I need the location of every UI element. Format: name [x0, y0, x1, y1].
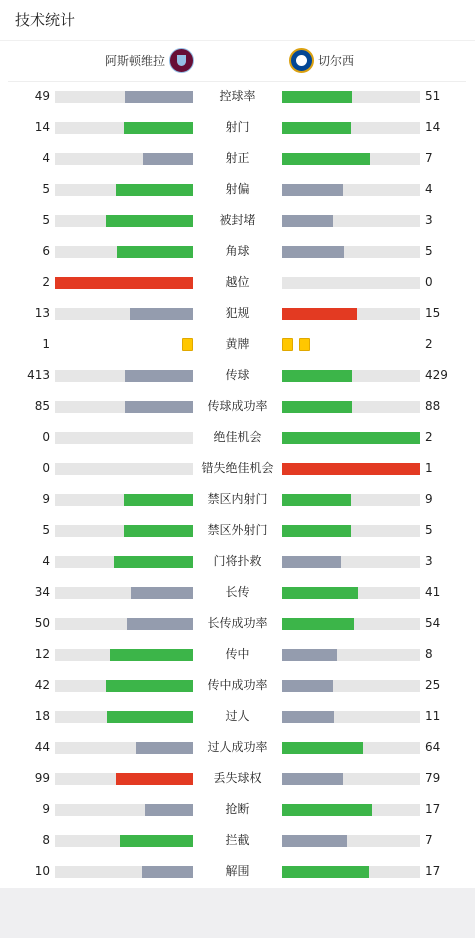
away-stat-bar-fill [282, 835, 347, 847]
away-stat-value: 7 [425, 151, 433, 165]
home-stat-bar-fill [55, 277, 193, 289]
yellow-card-icon [299, 338, 310, 351]
away-stat-value: 14 [425, 120, 441, 134]
away-stat-bar-fill [282, 184, 343, 196]
away-stat-value: 2 [425, 430, 433, 444]
home-stat-bar-fill [136, 742, 193, 754]
home-stat-bar-fill [145, 804, 193, 816]
home-stat-bar-fill [130, 308, 193, 320]
away-stat-value: 25 [425, 678, 441, 692]
home-stat-bar [55, 215, 193, 227]
away-stat-bar [282, 401, 420, 413]
home-stat-value: 49 [34, 89, 50, 103]
away-stat-value: 3 [425, 554, 433, 568]
stat-label: 解围 [225, 864, 250, 878]
stat-row [0, 143, 475, 174]
away-stat-value: 54 [425, 616, 441, 630]
away-stat-bar-fill [282, 804, 372, 816]
home-stat-bar [55, 835, 193, 847]
home-stat-bar-fill [106, 215, 193, 227]
home-stat-bar-fill [142, 866, 193, 878]
home-stat-bar-fill [110, 649, 193, 661]
stat-row [0, 484, 475, 515]
away-stat-value: 5 [425, 523, 433, 537]
away-stat-bar-fill [282, 91, 352, 103]
home-yellow-cards [182, 338, 193, 352]
home-stat-bar [55, 587, 193, 599]
stat-label: 传中 [225, 647, 250, 661]
stat-row [0, 825, 475, 856]
home-stat-bar-fill [114, 556, 193, 568]
home-stat-bar [55, 711, 193, 723]
away-stat-value: 5 [425, 244, 433, 258]
away-stat-bar [282, 494, 420, 506]
away-stat-bar-fill [282, 463, 420, 475]
away-stat-bar [282, 525, 420, 537]
away-stat-value: 429 [425, 368, 448, 382]
away-stat-bar [282, 91, 420, 103]
home-stat-bar [55, 525, 193, 537]
away-stat-bar-fill [282, 401, 352, 413]
away-stat-bar-fill [282, 215, 333, 227]
stat-label: 越位 [225, 275, 250, 289]
away-stat-bar [282, 556, 420, 568]
home-stat-value: 5 [42, 213, 50, 227]
stat-row [0, 236, 475, 267]
away-stat-bar [282, 246, 420, 258]
chelsea-crest-icon [289, 48, 314, 73]
home-stat-bar [55, 308, 193, 320]
home-stat-value: 5 [42, 182, 50, 196]
stat-row [0, 856, 475, 887]
stat-row [0, 174, 475, 205]
away-yellow-cards [282, 338, 316, 352]
away-team-name: 切尔西 [318, 54, 355, 68]
stat-label: 拦截 [225, 833, 250, 847]
away-stat-bar [282, 680, 420, 692]
home-stat-value: 6 [42, 244, 50, 258]
stat-row [0, 298, 475, 329]
home-stat-value: 44 [34, 740, 50, 754]
stat-row [0, 453, 475, 484]
away-stat-bar [282, 153, 420, 165]
home-stat-bar-fill [124, 525, 193, 537]
stat-row [0, 670, 475, 701]
away-stat-bar [282, 308, 420, 320]
stat-row [0, 329, 475, 360]
stat-row [0, 112, 475, 143]
home-stat-value: 99 [34, 771, 50, 785]
away-stat-bar-fill [282, 122, 351, 134]
away-stat-bar-fill [282, 618, 354, 630]
away-stat-bar-fill [282, 711, 334, 723]
home-stat-bar [55, 91, 193, 103]
home-stat-bar-fill [116, 184, 193, 196]
away-stat-value: 11 [425, 709, 441, 723]
stat-label: 禁区内射门 [207, 492, 268, 506]
home-stat-bar [55, 246, 193, 258]
away-stat-bar [282, 215, 420, 227]
stat-row [0, 701, 475, 732]
home-stat-value: 85 [34, 399, 50, 413]
away-stat-bar-fill [282, 494, 351, 506]
stat-label: 绝佳机会 [213, 430, 262, 444]
away-stat-bar [282, 866, 420, 878]
away-stat-bar [282, 649, 420, 661]
away-stat-bar [282, 432, 420, 444]
home-stat-value: 1 [42, 337, 50, 351]
stat-row [0, 763, 475, 794]
away-stat-value: 9 [425, 492, 433, 506]
home-stat-bar [55, 153, 193, 165]
stat-label: 传球成功率 [207, 399, 268, 413]
stat-row [0, 608, 475, 639]
stat-label: 犯规 [225, 306, 250, 320]
home-stat-bar-fill [124, 122, 193, 134]
away-stat-value: 7 [425, 833, 433, 847]
away-stat-bar-fill [282, 649, 337, 661]
away-stat-bar [282, 742, 420, 754]
away-stat-value: 79 [425, 771, 441, 785]
home-stat-bar [55, 494, 193, 506]
home-stat-bar [55, 773, 193, 785]
stat-row [0, 360, 475, 391]
away-stat-value: 15 [425, 306, 441, 320]
away-stat-value: 2 [425, 337, 433, 351]
away-stat-bar-fill [282, 587, 358, 599]
stat-label: 禁区外射门 [207, 523, 268, 537]
away-stat-value: 3 [425, 213, 433, 227]
stat-row [0, 267, 475, 298]
stat-label: 抢断 [225, 802, 250, 816]
away-stat-value: 0 [425, 275, 433, 289]
stat-label: 黄牌 [225, 337, 250, 351]
home-stat-bar [55, 866, 193, 878]
home-stat-bar [55, 370, 193, 382]
stat-row [0, 81, 475, 112]
home-stat-value: 13 [34, 306, 50, 320]
home-stat-value: 10 [34, 864, 50, 878]
away-stat-value: 4 [425, 182, 433, 196]
stat-label: 长传 [225, 585, 250, 599]
home-stat-bar-fill [127, 618, 193, 630]
stat-row [0, 732, 475, 763]
home-stat-bar-fill [116, 773, 193, 785]
away-stat-bar [282, 835, 420, 847]
home-stat-bar-fill [125, 91, 193, 103]
away-stat-bar [282, 463, 420, 475]
home-stat-bar-fill [131, 587, 193, 599]
home-stat-value: 9 [42, 802, 50, 816]
home-stat-bar [55, 463, 193, 475]
home-stat-bar-fill [125, 401, 193, 413]
away-stat-bar-fill [282, 370, 352, 382]
away-stat-bar [282, 184, 420, 196]
stat-row [0, 546, 475, 577]
stat-row [0, 639, 475, 670]
stat-label: 门将扑救 [213, 554, 262, 568]
home-stat-value: 5 [42, 523, 50, 537]
page-title: 技术统计 [15, 11, 76, 29]
teams-header [0, 41, 475, 81]
away-stat-bar-fill [282, 866, 369, 878]
stat-label: 长传成功率 [207, 616, 268, 630]
aston-villa-crest-icon [169, 48, 194, 73]
away-stat-bar-fill [282, 680, 333, 692]
home-stat-value: 9 [42, 492, 50, 506]
stat-label: 错失绝佳机会 [201, 461, 274, 475]
away-stat-bar [282, 277, 420, 289]
home-stat-value: 12 [34, 647, 50, 661]
away-stat-bar-fill [282, 773, 343, 785]
home-stat-value: 14 [34, 120, 50, 134]
stat-row [0, 577, 475, 608]
away-stat-value: 64 [425, 740, 441, 754]
home-stat-bar [55, 184, 193, 196]
stat-label: 控球率 [219, 89, 256, 103]
home-stat-value: 50 [34, 616, 50, 630]
home-stat-value: 413 [27, 368, 50, 382]
away-stat-bar [282, 587, 420, 599]
away-stat-value: 1 [425, 461, 433, 475]
home-stat-value: 2 [42, 275, 50, 289]
away-stat-bar-fill [282, 153, 370, 165]
home-stat-bar-fill [106, 680, 193, 692]
stat-row [0, 391, 475, 422]
home-stat-value: 18 [34, 709, 50, 723]
away-stat-bar-fill [282, 432, 420, 444]
home-stat-bar [55, 680, 193, 692]
away-stat-bar-fill [282, 246, 344, 258]
away-stat-bar-fill [282, 742, 363, 754]
away-stat-value: 88 [425, 399, 441, 413]
home-stat-bar-fill [124, 494, 193, 506]
stat-label: 丢失球权 [213, 771, 262, 785]
home-stat-bar-fill [107, 711, 193, 723]
away-stat-bar-fill [282, 525, 351, 537]
home-stat-value: 8 [42, 833, 50, 847]
home-stat-bar-fill [117, 246, 193, 258]
home-stat-bar [55, 432, 193, 444]
home-stat-bar-fill [125, 370, 193, 382]
stat-label: 射偏 [225, 182, 250, 196]
stat-label: 传球 [225, 368, 250, 382]
home-stat-value: 0 [42, 461, 50, 475]
stat-label: 射正 [225, 151, 250, 165]
stat-label: 被封堵 [219, 213, 256, 227]
away-stat-value: 8 [425, 647, 433, 661]
stat-label: 过人成功率 [207, 740, 268, 754]
home-stat-value: 4 [42, 151, 50, 165]
stat-row [0, 515, 475, 546]
away-stat-bar [282, 370, 420, 382]
yellow-card-icon [182, 338, 193, 351]
home-stat-value: 4 [42, 554, 50, 568]
home-stat-value: 42 [34, 678, 50, 692]
home-stat-bar [55, 618, 193, 630]
home-stat-bar-fill [120, 835, 193, 847]
away-stat-bar [282, 711, 420, 723]
stat-row [0, 205, 475, 236]
home-stat-bar [55, 556, 193, 568]
away-stat-bar-fill [282, 556, 341, 568]
away-stat-value: 41 [425, 585, 441, 599]
away-stat-value: 17 [425, 864, 441, 878]
away-stat-bar-fill [282, 308, 357, 320]
away-stat-value: 51 [425, 89, 441, 103]
home-stat-bar [55, 804, 193, 816]
home-stat-bar [55, 742, 193, 754]
home-stat-value: 0 [42, 430, 50, 444]
home-stat-bar-fill [143, 153, 193, 165]
stat-label: 过人 [225, 709, 250, 723]
away-stat-bar [282, 804, 420, 816]
stat-row [0, 422, 475, 453]
home-stat-value: 34 [34, 585, 50, 599]
away-stat-bar [282, 773, 420, 785]
away-stat-value: 17 [425, 802, 441, 816]
stat-row [0, 794, 475, 825]
stat-label: 射门 [225, 120, 250, 134]
home-stat-bar [55, 277, 193, 289]
stats-list [0, 81, 475, 887]
home-stat-bar [55, 122, 193, 134]
away-stat-bar [282, 618, 420, 630]
stat-label: 传中成功率 [207, 678, 268, 692]
home-stat-bar [55, 401, 193, 413]
stat-label: 角球 [225, 244, 250, 258]
yellow-card-icon [282, 338, 293, 351]
away-stat-bar [282, 122, 420, 134]
home-team-name: 阿斯顿维拉 [104, 54, 165, 68]
home-stat-bar [55, 649, 193, 661]
